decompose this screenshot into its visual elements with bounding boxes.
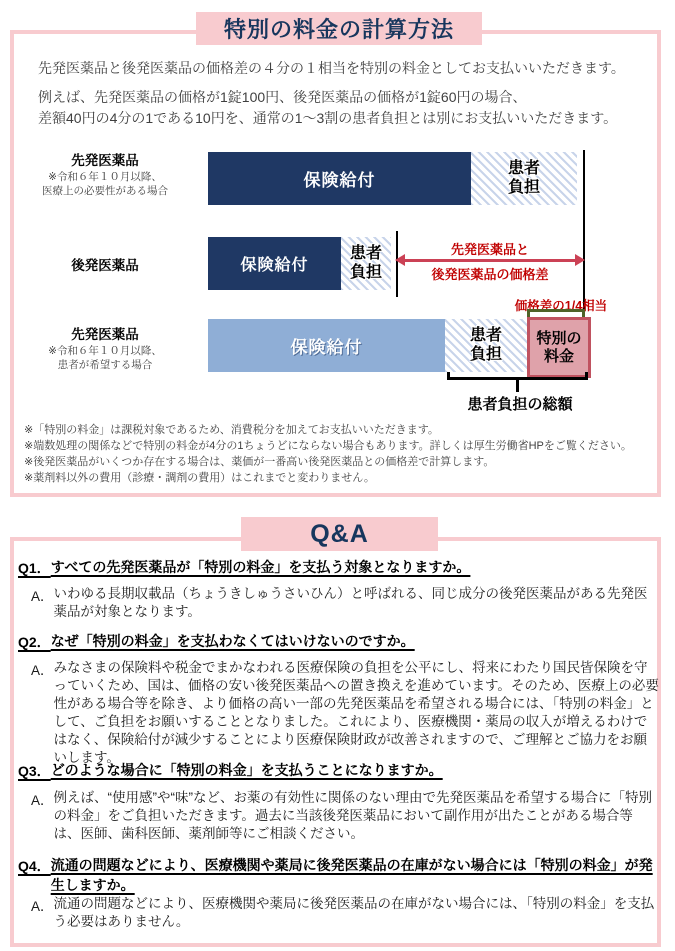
price-gap-label-line1: 先発医薬品と bbox=[450, 242, 529, 257]
question-2 bbox=[18, 632, 663, 652]
row2-insurance-label: 保険給付 bbox=[240, 257, 309, 274]
footnote-2: ※端数処理の関係などで特別の料金が4分の1ちょうどにならない場合もあります。詳しくは厚生労働省HPをご覧ください。 bbox=[24, 439, 632, 452]
answer-3-text: 例えば、“使用感”や“味”など、お薬の有効性に関係のない理由で先発医薬品を希望する場合に「特別の料金」をご負担いただきます。過去に当該後発医薬品において副作用が出たことがある場合等は、医師、歯科医師、薬剤師等にご相談ください。 bbox=[53, 790, 652, 841]
row3-patient-burden-area bbox=[445, 319, 527, 372]
row2-patient-burden-area bbox=[341, 237, 391, 290]
row2-patient-label: 患者負担 bbox=[349, 245, 382, 281]
row1-patient-burden-area bbox=[471, 152, 577, 205]
answer-4 bbox=[31, 895, 659, 931]
row1-insurance-label: 保険給付 bbox=[303, 171, 376, 190]
row2-name: 後発医薬品 bbox=[71, 258, 139, 273]
price-gap-label-line2: 後発医薬品の価格差 bbox=[431, 267, 549, 282]
answer-4-text: 流通の問題などにより、医療機関や薬局に後発医薬品の在庫がない場合には、「特別の料金」を支払う必要はありません。 bbox=[53, 896, 655, 929]
total-burden-label: 患者負担の総額 bbox=[467, 396, 573, 413]
question-1-text: すべての先発医薬品が「特別の料金」を支払う対象となりますか。 bbox=[50, 559, 471, 575]
intro-line-1: 先発医薬品と後発医薬品の価格差の４分の１相当を特別の料金としてお支払いいただきます。 bbox=[38, 60, 625, 76]
question-4-text: 流通の問題などにより、医療機関や薬局に後発医薬品の在庫がない場合には「特別の料金」が発生しますか。 bbox=[50, 857, 653, 893]
special-fee-box bbox=[527, 317, 591, 378]
question-2-label: Q2． bbox=[18, 634, 51, 650]
footnotes bbox=[24, 423, 656, 487]
row3-insurance-benefit-bar bbox=[208, 319, 445, 372]
answer-2-text: みなさまの保険料や税金でまかなわれる医療保険の負担を公平にし、将来にわたり国民皆保険を守っていくため、国は、価格の安い後発医薬品への置き換えを進めています。そのため、医療上の必要性がある場合等を除き、より価格の高い一部の先発医薬品を希望される場合には、「特別の料金」として、ご負担をお願いすることとなりました。これにより、医療機関・薬局の収入が増えるわけではなく、保険給付が減少することにより医療保険財政が改善されますので、ご理解とご協力をお願いします。 bbox=[53, 660, 659, 765]
row1-patient-label: 患者負担 bbox=[507, 160, 540, 196]
row3-insurance-label: 保険給付 bbox=[290, 338, 363, 357]
section-title-calculation-text: 特別の料金の計算方法 bbox=[223, 17, 454, 42]
intro-line-3: 差額40円の4分の1である10円を、通常の1～3割の患者負担とは別にお支払いいただきます。 bbox=[38, 110, 618, 126]
total-burden-bracket-tick bbox=[516, 380, 519, 392]
section-title-qa-text: Q&A bbox=[310, 519, 369, 548]
question-3-label: Q3． bbox=[18, 763, 51, 779]
question-4-label: Q4． bbox=[18, 858, 51, 874]
footnote-4: ※薬剤料以外の費用（診療・調剤の費用）はこれまでと変わりません。 bbox=[24, 471, 375, 484]
footnote-3: ※後発医薬品がいくつか存在する場合は、薬価が一番高い後発医薬品との価格差で計算します。 bbox=[24, 455, 495, 468]
row3-name: 先発医薬品 bbox=[71, 327, 139, 342]
answer-3-label: A． bbox=[31, 793, 54, 808]
footnote-1: ※「特別の料金」は課税対象であるため、消費税分を加えてお支払いいただきます。 bbox=[24, 424, 439, 436]
answer-2 bbox=[31, 659, 659, 767]
question-1 bbox=[18, 558, 663, 578]
answer-1-label: A． bbox=[31, 589, 54, 604]
question-4 bbox=[18, 856, 663, 895]
question-2-text: なぜ「特別の料金」を支払わなくてはいけないのですか。 bbox=[50, 633, 415, 649]
row2-insurance-benefit-bar bbox=[208, 237, 341, 290]
row3-note-line1: ※令和６年１０月以降、 bbox=[48, 345, 162, 357]
section-title-calculation bbox=[196, 12, 482, 45]
question-1-label: Q1． bbox=[18, 560, 51, 576]
price-reference-line-right bbox=[583, 150, 585, 310]
total-burden-bracket bbox=[447, 372, 588, 380]
row3-note-line2: 患者が希望する場合 bbox=[57, 359, 153, 372]
row3-patient-label: 患者負担 bbox=[469, 327, 502, 363]
diagram-row-original-necessary-label bbox=[12, 149, 198, 198]
section-title-qa bbox=[241, 517, 438, 551]
row1-note-line1: ※令和６年１０月以降、 bbox=[48, 171, 162, 183]
special-fee-label: 特別の料金 bbox=[536, 329, 582, 365]
intro-line-2: 例えば、先発医薬品の価格が1錠100円、後発医薬品の価格が1錠60円の場合、 bbox=[38, 89, 527, 105]
diagram-row-generic-label bbox=[12, 254, 198, 274]
quarter-note-label: 価格差の1/4相当 bbox=[514, 299, 608, 313]
price-gap-arrow bbox=[404, 259, 576, 262]
diagram-row-original-preference-label bbox=[12, 323, 198, 372]
row1-name: 先発医薬品 bbox=[71, 153, 139, 168]
question-3 bbox=[18, 761, 663, 781]
answer-1-text: いわゆる長期収載品（ちょうきしゅうさいひん）と呼ばれる、同じ成分の後発医薬品がある先発医薬品が対象となります。 bbox=[53, 586, 648, 619]
answer-1 bbox=[31, 585, 659, 621]
answer-2-label: A． bbox=[31, 663, 54, 678]
row1-insurance-benefit-bar bbox=[208, 152, 471, 205]
answer-3 bbox=[31, 789, 659, 843]
row1-note-line2: 医療上の必要性がある場合 bbox=[42, 185, 168, 198]
answer-4-label: A． bbox=[31, 899, 54, 914]
question-3-text: どのような場合に「特別の料金」を支払うことになりますか。 bbox=[50, 762, 443, 778]
